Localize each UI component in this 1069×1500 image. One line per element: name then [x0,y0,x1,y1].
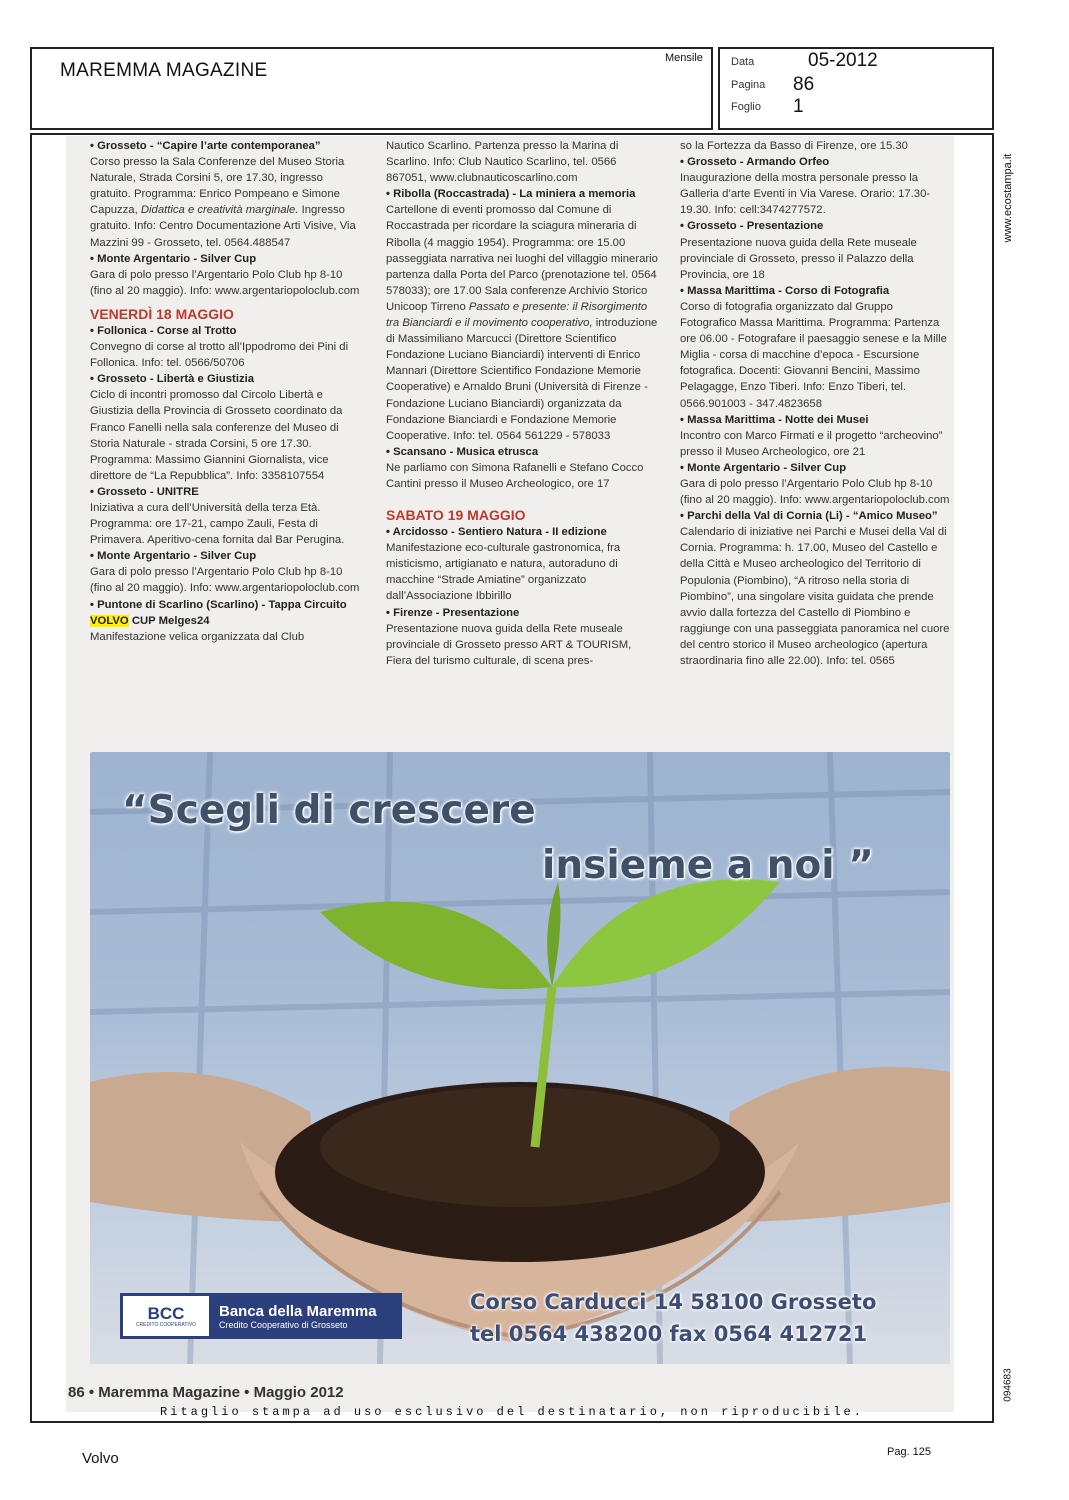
event-body: Ne parliamo con Simona Rafanelli e Stefano Cocco Cantini presso il Museo Archeologico, ore 17 [386,461,644,490]
event-body: so la Fortezza da Basso di Firenze, ore 15.30 [680,140,908,152]
event-heading: • Ribolla (Roccastrada) - La miniera a memoria [386,188,636,201]
day-heading: SABATO 19 MAGGIO [386,507,526,524]
event-heading: • Massa Marittima - Corso di Fotografia [680,284,890,297]
ad-address: Corso Carducci 14 58100 Grosseto [470,1290,877,1314]
bcc-logo-icon [123,1296,209,1336]
bank-name-block [219,1303,377,1330]
ad-slogan-line-1: “Scegli di crescere [122,788,536,833]
event-heading: • Monte Argentario - Silver Cup [90,550,257,563]
side-url [1000,145,1016,250]
event-italic: Didattica e creatività marginale. [140,204,299,217]
event-body: Manifestazione eco-culturale gastronomica, fra misticismo, artigianato e natura, autoraduno di macchine “Strade Amiatine” organizzato dall’Associazione Ibbirillo [386,542,621,603]
event-heading: • Parchi della Val di Cornia (Li) - “Amico Museo” [680,510,938,523]
event-body: Corso di fotografia organizzato dal Gruppo Fotografico Massa Marittima. Programma: Partenza ore 06.00 - Fotografare il paesaggio senese e la Mille Miglia - corsa di macchine d’epoca - Escursione fotografica. Docenti: Giovanni Bencini, Massimo Pelagagge, Enzo Tiberi. Info: Enzo Tiberi, tel. 0566.901003 - 347.4823658 [680,300,947,410]
event-body: Gara di polo presso l’Argentario Polo Club hp 8-10 (fino al 20 maggio). Info: www.argentariopoloclub.com [90,566,360,595]
event-heading-text: CUP Melges24 [131,614,210,627]
day-heading: VENERDÌ 18 MAGGIO [90,305,234,322]
event-heading: • Firenze - Presentazione [386,606,520,619]
event-heading-text: • Puntone di Scarlino (Scarlino) - Tappa Circuito [90,598,347,611]
event-text: Corso presso la Sala Conferenze del Museo Storia Naturale, Strada Corsini 5, ore 17.30, ingresso gratuito. Programma: Enrico Pompeano e Simone Capuzza, [90,156,345,217]
event-heading: • Monte Argentario - Silver Cup [680,461,847,474]
ad-phones: tel 0564 438200 fax 0564 412721 [470,1322,868,1346]
bank-subtitle: Credito Cooperativo di Grosseto [219,1319,348,1330]
frequency-label: Mensile [665,52,703,64]
bcc-logo-subtext: CREDITO COOPERATIVO [135,1321,197,1328]
event-italic: Passato e presente: il Risorgimento tra Bianciardi e il movimento cooperativo, [386,300,648,330]
side-url-text: www.ecostampa.it [1002,153,1014,242]
event-heading: • Grosseto - Armando Orfeo [680,156,830,169]
event-text: introduzione di Massimiliano Marcucci (Direttore Scientifico Fondazione Luciano Bianciardi) interventi di Enrico Mannari (Direttore Scientifico Fondazione Memorie Cooperative) e Arnaldo Bruni (Università di Firenze - Fondazione Luciano Bianciardi) organizzata da Fondazione Bianciardi e Fondazione Memorie Cooperative. Info: tel. 0564 561229 - 578033 [386,317,658,442]
event-body: Presentazione nuova guida della Rete museale provinciale di Grosseto presso ART & TOURISM, Fiera del turismo culturale, di scena pres- [386,622,632,667]
foglio-value: 1 [793,96,804,117]
magazine-footer: 86 • Maremma Magazine • Maggio 2012 [68,1384,344,1401]
event-text: Cartellone di eventi promosso dal Comune di Roccastrada per ricordare la sciagura mineraria di Ribolla (4 maggio 1954). Programma: ore 15.00 passeggiata narrativa nei luoghi del villaggio minerario partenza dalla Porta del Parco (prenotazione tel. 0564 578033); ore 17.00 Sala conferenze Archivio Storico Unicoop Tirreno [386,204,658,313]
pagina-label: Pagina [731,79,766,91]
event-heading: • Scansano - Musica etrusca [386,445,539,458]
data-value: 05-2012 [808,50,878,71]
event-body: Ciclo di incontri promosso dal Circolo Libertà e Giustizia della Provincia di Grosseto coordinato da Franco Fanelli nella sala conferenze del Museo di Storia Naturale - strada Corsini, 5 ore 17.30. Programma: Massimo Giannini Giornalista, vice direttore de “La Repubblica”. Info: 3358107554 [90,389,343,482]
event-heading: • Monte Argentario - Silver Cup [90,252,257,265]
event-body [386,202,658,443]
event-text: Ingresso gratuito. Info: Centro Documentazione Arti Visive, Via Mazzini 99 - Grosseto, tel. 0564.488547 [90,204,356,249]
side-code-text: 094683 [1002,1368,1014,1402]
bcc-logo-text: BCC [147,1303,185,1323]
event-heading: • Grosseto - Libertà e Giustizia [90,373,255,386]
ad-slogan-line-2: insieme a noi ” [542,843,874,888]
article-column-2 [386,138,658,728]
event-body: Iniziativa a cura dell’Università della terza Età. Programma: ore 17-21, campo Zauli, Festa di Primavera. Aperitivo-cena fornita dal Bar Perugina. [90,501,345,547]
event-body: Gara di polo presso l’Argentario Polo Club hp 8-10 (fino al 20 maggio). Info: www.argentariopoloclub.com [680,477,950,507]
event-body: Presentazione nuova guida della Rete museale provinciale di Grosseto, presso il Palazzo della Provincia, ore 18 [680,236,917,281]
pagina-value: 86 [793,74,815,95]
event-body: Incontro con Marco Firmati e il progetto “archeovino” presso il Museo Archeologico, ore 21 [680,429,943,458]
event-body: Nautico Scarlino. Partenza presso la Marina di Scarlino. Info: Club Nautico Scarlino, tel. 0566 867051, www.clubnauticoscarlino.com [386,140,619,185]
event-body [90,154,362,251]
event-body: Convegno di corse al trotto all’Ippodromo dei Pini di Follonica. Info: tel. 0566/50706 [90,341,349,370]
bank-name: Banca della Maremma [219,1302,377,1320]
page-number: Pag. 125 [887,1446,932,1458]
event-heading: • Grosseto - UNITRE [90,485,199,498]
event-heading: • Arcidosso - Sentiero Natura - II edizione [386,526,607,539]
event-heading: • Grosseto - “Capire l’arte contemporanea” [90,140,321,152]
disclaimer: Ritaglio stampa ad uso esclusivo del destinatario, non riproducibile. [160,1405,864,1419]
article-column-3 [680,138,952,728]
event-heading: • Follonica - Corse al Trotto [90,324,237,337]
event-heading: • Grosseto - Presentazione [680,220,824,233]
client-name: Volvo [82,1450,119,1467]
article-column-1 [90,138,362,728]
foglio-label: Foglio [731,101,761,113]
event-heading: • Massa Marittima - Notte dei Musei [680,413,869,426]
bank-logo-banner [120,1293,402,1339]
event-body: Gara di polo presso l’Argentario Polo Club hp 8-10 (fino al 20 maggio). Info: www.argentariopoloclub.com [90,268,360,297]
data-label: Data [731,56,755,68]
event-body: Manifestazione velica organizzata dal Club [90,630,305,643]
event-heading [90,597,362,629]
publication-title: MAREMMA MAGAZINE [60,60,268,81]
event-body: Calendario di iniziative nei Parchi e Musei della Val di Cornia. Programma: h. 17.00, Museo del Castello e della Città e Museo archeologico del Territorio di Populonia (Piombino), “A ritroso nella storia di Piombino”, una singolare visita guidata che prende avvio dalla fortezza del Castello di Piombino e raggiunge con una passeggiata panoramica nel cuore del centro storico il Museo archeologico (apertura straordinaria fino alle 22.00). Info: tel. 0565 [680,526,950,667]
side-code [1000,1360,1016,1410]
highlighted-keyword: VOLVO [90,614,129,627]
event-body: Inaugurazione della mostra personale presso la Galleria d’arte Eventi in Via Varese. Orario: 17.30-19.30. Info: cell:3474277572. [680,172,931,217]
